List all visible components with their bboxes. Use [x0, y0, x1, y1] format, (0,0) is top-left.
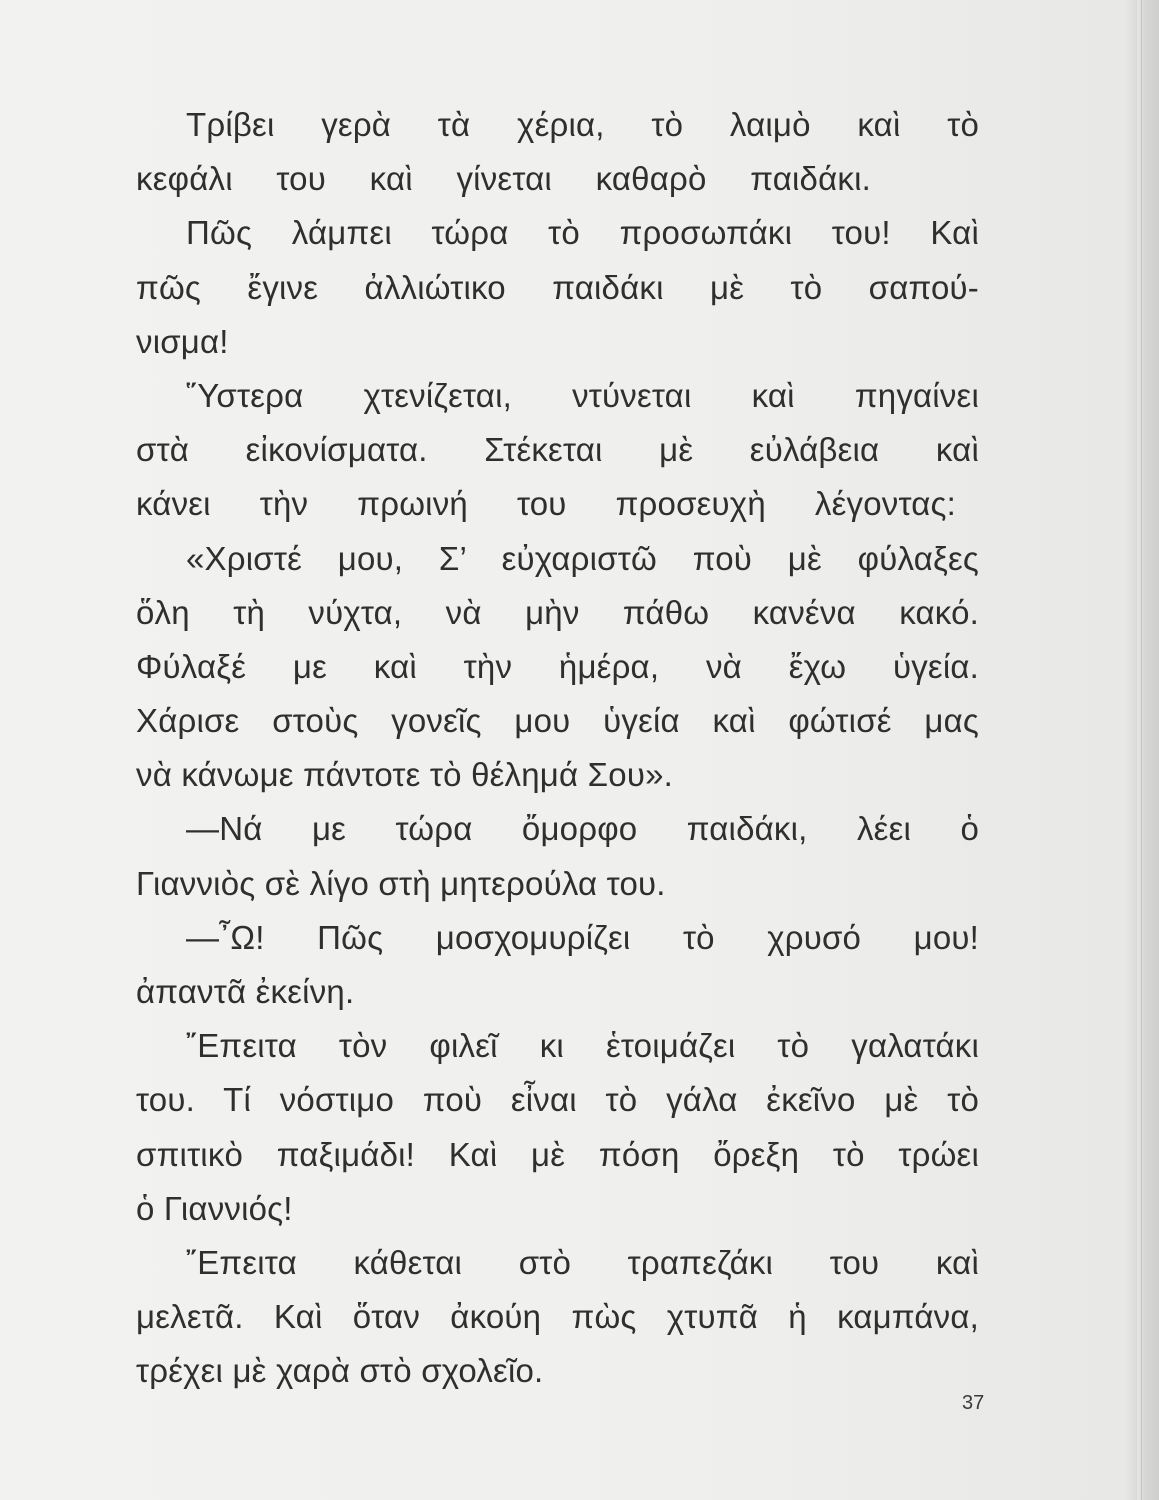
text-line: σπιτικὸ παξιμάδι! Καὶ μὲ πόση ὄρεξη τὸ τρώει — [136, 1135, 979, 1173]
text-line: κεφάλι του καὶ γίνεται καθαρὸ παιδάκι. — [136, 160, 871, 198]
text-line: ῎Επειτα κάθεται στὸ τραπεζάκι του καὶ — [186, 1243, 979, 1281]
text-line: —῏Ω! Πῶς μοσχομυρίζει τὸ χρυσό μου! — [186, 918, 979, 956]
text-line: νισμα! — [136, 322, 229, 360]
text-line: μελετᾶ. Καὶ ὅταν ἀκούη πὼς χτυπᾶ ἡ καμπάνα, — [136, 1298, 979, 1336]
text-line: νὰ κάνωμε πάντοτε τὸ θέλημά Σου». — [136, 756, 673, 794]
text-line: «Χριστέ μου, Σ’ εὐχαριστῶ ποὺ μὲ φύλαξες — [186, 539, 979, 577]
text-line: ῎Επειτα τὸν φιλεῖ κι ἑτοιμάζει τὸ γαλατάκι — [186, 1027, 979, 1065]
text-line: Φύλαξέ με καὶ τὴν ἡμέρα, νὰ ἔχω ὑγεία. — [136, 647, 979, 685]
text-line: ὅλη τὴ νύχτα, νὰ μὴν πάθω κανένα κακό. — [136, 593, 979, 631]
page-number: 37 — [962, 1392, 985, 1414]
text-line: του. Τί νόστιμο ποὺ εἶναι τὸ γάλα ἐκεῖνο μὲ τὸ — [136, 1081, 979, 1119]
text-line: Χάρισε στοὺς γονεῖς μου ὑγεία καὶ φώτισέ μας — [136, 702, 979, 740]
text-line: Πῶς λάμπει τώρα τὸ προσωπάκι του! Καὶ — [186, 214, 979, 252]
text-line: Τρίβει γερὰ τὰ χέρια, τὸ λαιμὸ καὶ τὸ — [186, 106, 979, 143]
text-line: ἀπαντᾶ ἐκείνη. — [136, 973, 355, 1010]
body-text — [136, 98, 979, 1399]
text-line: —Νά με τώρα ὄμορφο παιδάκι, λέει ὁ — [186, 810, 979, 848]
text-line: πῶς ἔγινε ἀλλιώτικο παιδάκι μὲ τὸ σαπού- — [136, 268, 979, 306]
text-line: κάνει τὴν πρωινή του προσευχὴ λέγοντας: — [136, 485, 956, 523]
text-line: τρέχει μὲ χαρὰ στὸ σχολεῖο. — [136, 1352, 544, 1390]
page-edge — [1137, 0, 1159, 1500]
text-line: ὁ Γιαννιός! — [136, 1189, 293, 1227]
text-line: στὰ εἰκονίσματα. Στέκεται μὲ εὐλάβεια καὶ — [136, 431, 979, 469]
text-line: ῞Υστερα χτενίζεται, ντύνεται καὶ πηγαίνει — [186, 376, 979, 414]
text-line: Γιαννιὸς σὲ λίγο στὴ μητερούλα του. — [136, 864, 666, 902]
